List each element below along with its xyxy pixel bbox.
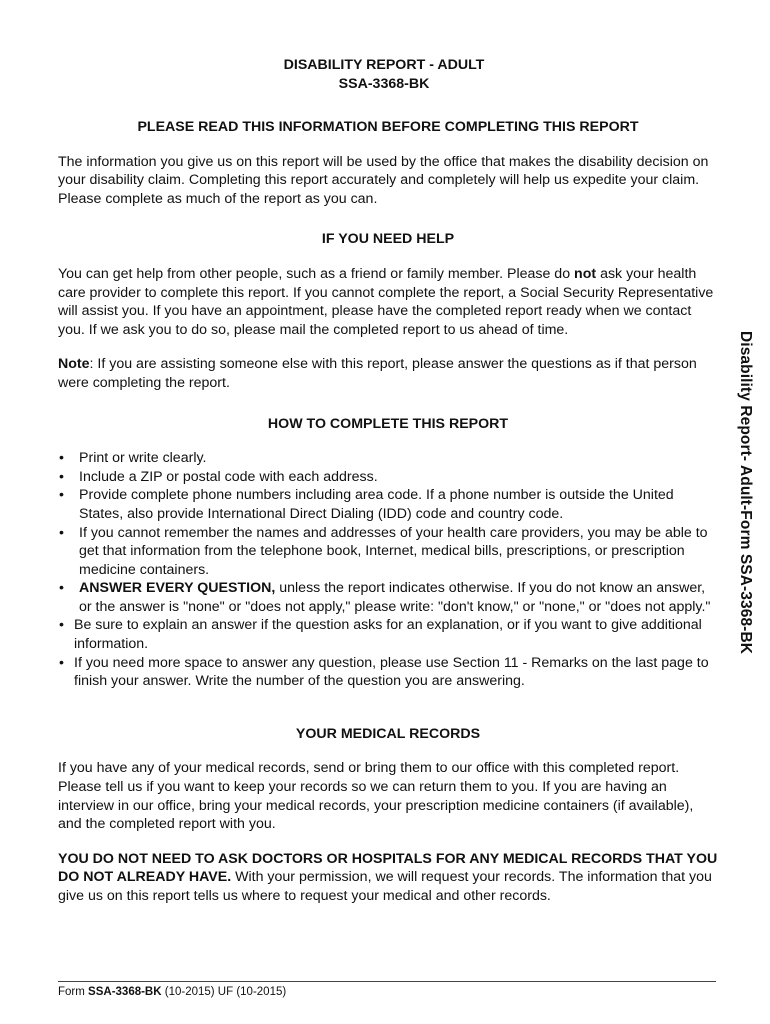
side-label: Disability Report- Adult-Form SSA-3368-BK [737,331,754,655]
help-text-emphasis: not [574,265,597,282]
list-item-text: Provide complete phone numbers including area code. If a phone number is outside the United States, also provide International Direct Dialing (IDD) code and country code. [79,487,674,522]
list-item [58,449,718,468]
list-item [58,579,718,616]
document-title: DISABILITY REPORT - ADULT [283,57,485,73]
note-paragraph [58,355,718,392]
instruction-list [58,449,718,691]
help-paragraph [58,265,718,339]
footer-divider [58,981,716,982]
list-item-text: unless the report indicates otherwise. If you do not know an answer, or the answer is "none" or "does not apply," please write: "don't know," or "none," or "does not apply." [79,580,711,615]
note-label: Note [58,356,90,373]
footer-form-number: SSA-3368-BK [88,986,162,998]
section-heading-how-to: HOW TO COMPLETE THIS REPORT [267,415,509,432]
list-item-text: If you cannot remember the names and addresses of your health care providers, you may be able to get that information from the telephone book, Internet, medical bills, prescriptions, or prescription medicine containers. [79,524,708,578]
section-heading-help: IF YOU NEED HELP [321,231,455,248]
footer-edition: (10-2015) UF (10-2015) [164,986,287,998]
list-item-text: Print or write clearly. [79,450,207,467]
list-item [58,616,718,653]
list-item-text: If you need more space to answer any question, please use Section 11 - Remarks on the last page to finish your answer. Write the number of the question you are answering. [74,654,709,690]
help-text-part1: You can get help from other people, such as a friend or family member. Please do [58,265,571,282]
help-text-part2: ask your health care provider to complete this report. If you cannot complete the report, a Social Security Representative will assist you. If you have an appointment, please have the completed report ready when we contact you. If we ask you to do so, please mail the completed report to us ahead of time. [58,265,714,338]
read-first-paragraph: The information you give us on this report will be used by the office that makes the disability decision on your disability claim. Completing this report accurately and completely will help us expedite your claim. Please complete as much of the report as you can. [58,153,709,207]
list-item-text: Include a ZIP or postal code with each address. [79,468,378,485]
medical-records-paragraph: If you have any of your medical records, send or bring them to our office with this completed report. Please tell us if you want to keep your records so we can return them to you. If you are having an interview in our office, bring your medical records, your prescription medicine containers (if available), and the completed report with you. [58,760,694,833]
closing-emphasis: YOU DO NOT NEED TO ASK DOCTORS OR HOSPITALS FOR ANY MEDICAL RECORDS THAT YOU DO NOT ALREADY HAVE. [58,850,718,886]
form-id: SSA-3368-BK [338,76,430,92]
list-item [58,468,718,487]
section-heading-medical-records: YOUR MEDICAL RECORDS [295,725,481,742]
list-item [58,486,718,523]
list-item [58,654,718,691]
medical-records-closing [58,850,718,906]
form-footer [58,985,286,999]
closing-text: With your permission, we will request your records. The information that you give us on this report tells us where to request your medical and other records. [58,869,712,904]
footer-prefix: Form [58,986,85,998]
document-content [58,56,718,906]
list-item [58,524,718,580]
document-header [50,56,718,94]
list-item-text: Be sure to explain an answer if the question asks for an explanation, or if you want to give additional information. [74,617,702,653]
note-text: : If you are assisting someone else with this report, please answer the questions as if that person were completing the report. [58,356,697,391]
list-item-emphasis: ANSWER EVERY QUESTION, [79,580,276,597]
section-heading-read-first: PLEASE READ THIS INFORMATION BEFORE COMPLETING THIS REPORT [137,119,639,135]
